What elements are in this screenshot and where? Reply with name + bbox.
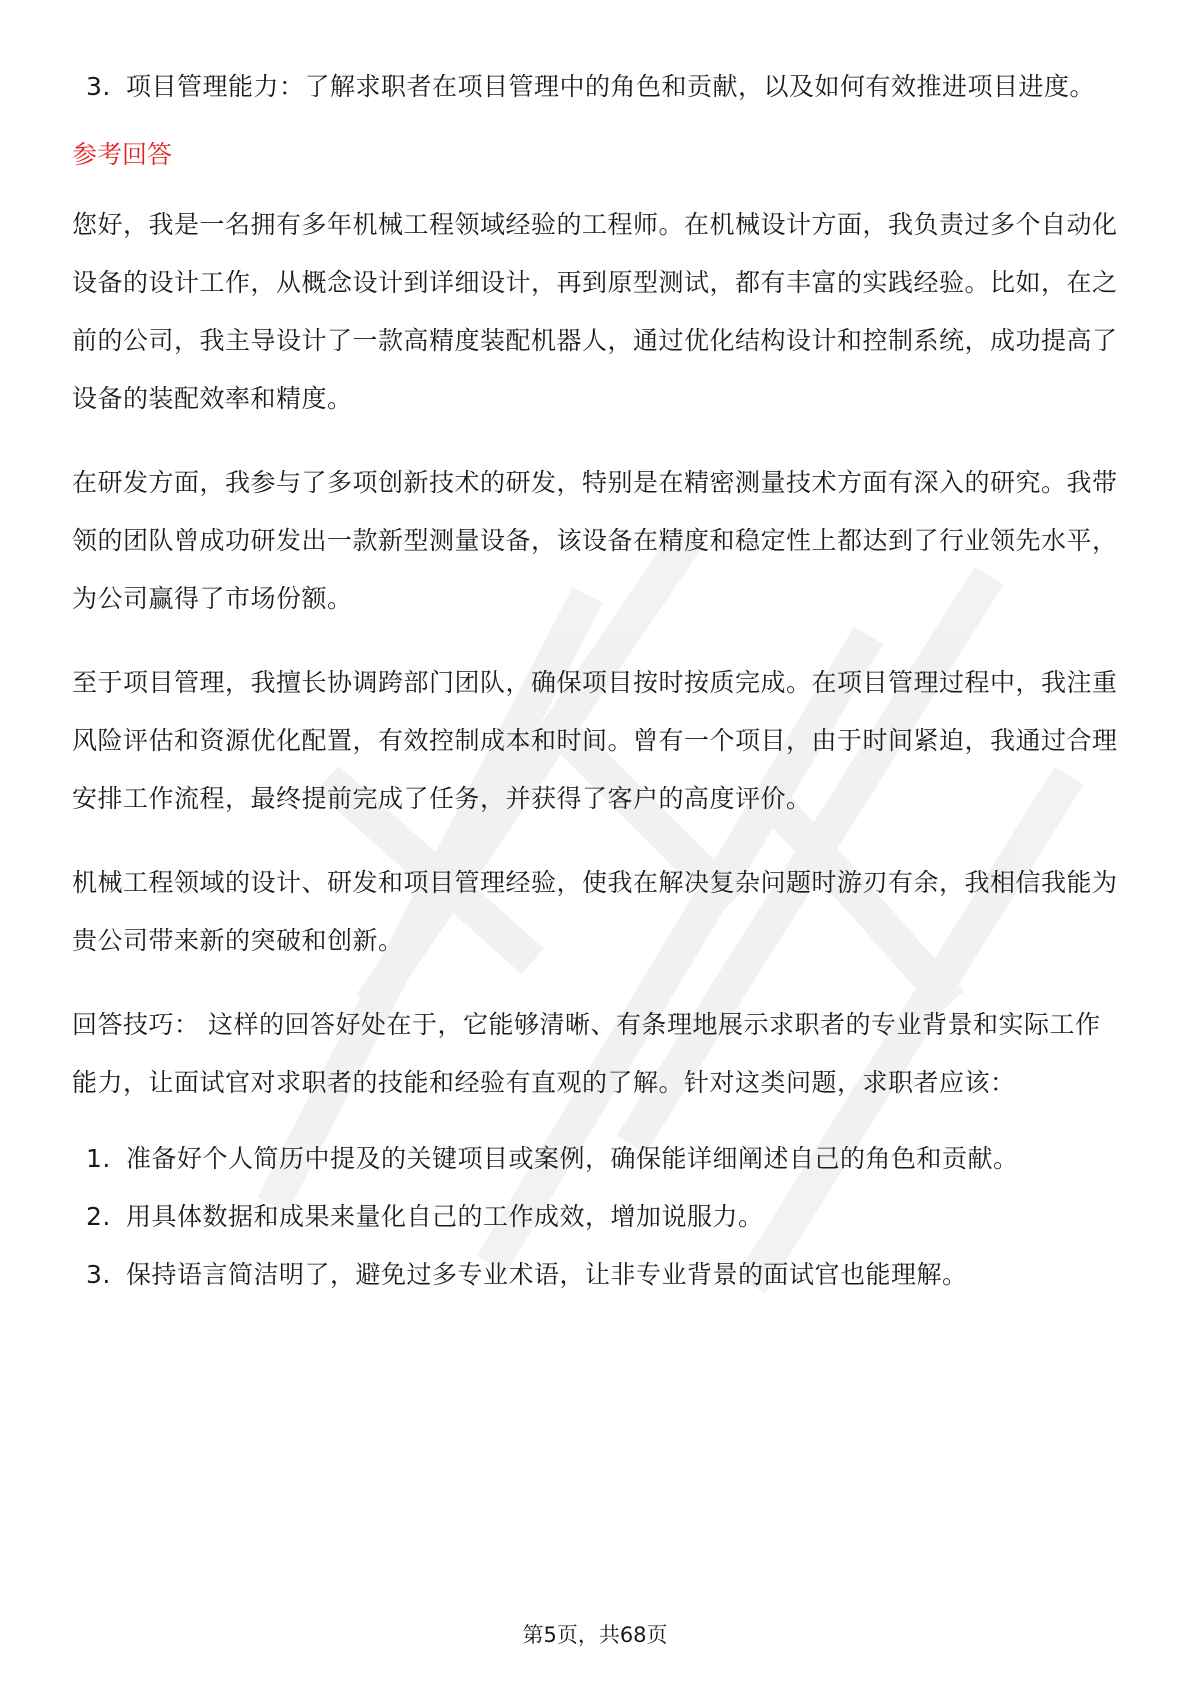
paragraph-rnd: 在研发方面，我参与了多项创新技术的研发，特别是在精密测量技术方面有深入的研究。我带领的团队曾成功研发出一款新型测量设备，该设备在精度和稳定性上都达到了行业领先水平，为公司赢得了市场份额。 bbox=[72, 468, 1118, 613]
list-number: 1. bbox=[86, 1144, 111, 1173]
page-footer: 第5页，共68页 bbox=[522, 1623, 668, 1647]
list-text: 准备好个人简历中提及的关键项目或案例，确保能详细阐述自己的角色和贡献。 bbox=[126, 1144, 1019, 1173]
paragraph-tips: 回答技巧： 这样的回答好处在于，它能够清晰、有条理地展示求职者的专业背景和实际工作能力，让面试官对求职者的技能和经验有直观的了解。针对这类问题，求职者应该： bbox=[72, 1010, 1101, 1097]
list-text: 保持语言简洁明了，避免过多专业术语，让非专业背景的面试官也能理解。 bbox=[126, 1260, 968, 1289]
list-item bbox=[72, 58, 1122, 116]
list-text: 用具体数据和成果来量化自己的工作成效，增加说服力。 bbox=[126, 1202, 764, 1231]
list-number: 2. bbox=[86, 1202, 111, 1231]
list-number: 3. bbox=[86, 72, 111, 101]
list-item bbox=[72, 1130, 1122, 1188]
intro-list bbox=[72, 58, 1122, 116]
list-item bbox=[72, 1188, 1122, 1246]
list-text: 项目管理能力：了解求职者在项目管理中的角色和贡献，以及如何有效推进项目进度。 bbox=[126, 72, 1096, 101]
paragraph-summary: 机械工程领域的设计、研发和项目管理经验，使我在解决复杂问题时游刃有余，我相信我能为贵公司带来新的突破和创新。 bbox=[72, 868, 1118, 955]
section-title: 参考回答 bbox=[72, 140, 173, 169]
content-area bbox=[72, 58, 1122, 1304]
list-item bbox=[72, 1246, 1122, 1304]
list-number: 3. bbox=[86, 1260, 111, 1289]
tips-list bbox=[72, 1130, 1122, 1304]
paragraph-project-management: 至于项目管理，我擅长协调跨部门团队，确保项目按时按质完成。在项目管理过程中，我注重风险评估和资源优化配置，有效控制成本和时间。曾有一个项目，由于时间紧迫，我通过合理安排工作流程，最终提前完成了任务，并获得了客户的高度评价。 bbox=[72, 668, 1118, 813]
paragraph-design: 您好，我是一名拥有多年机械工程领域经验的工程师。在机械设计方面，我负责过多个自动化设备的设计工作，从概念设计到详细设计，再到原型测试，都有丰富的实践经验。比如，在之前的公司，我主导设计了一款高精度装配机器人，通过优化结构设计和控制系统，成功提高了设备的装配效率和精度。 bbox=[72, 210, 1118, 413]
